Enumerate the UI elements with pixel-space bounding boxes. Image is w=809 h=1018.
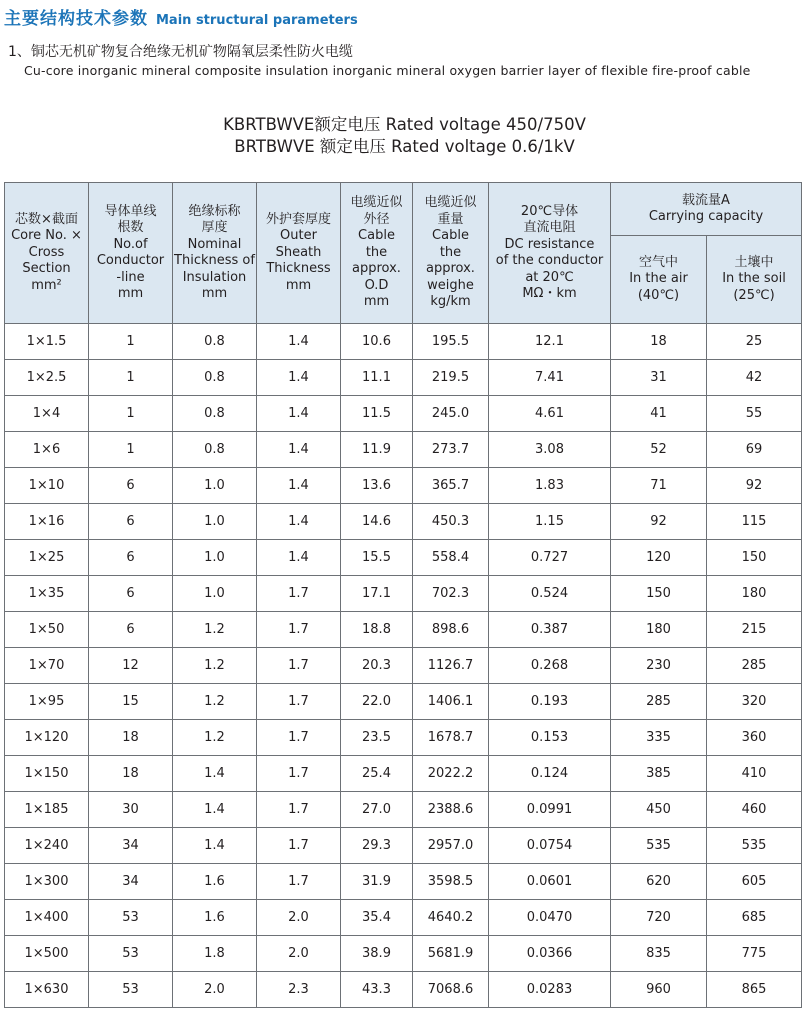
cell-outer-diameter: 22.0	[341, 684, 413, 720]
header-line: 导体单线	[104, 203, 157, 219]
cell-dc-resistance: 0.727	[489, 540, 611, 576]
cell-dc-resistance: 0.0366	[489, 936, 611, 972]
cell-outer-diameter: 25.4	[341, 756, 413, 792]
voltage-line-1: KBRTBWVE额定电压 Rated voltage 450/750V	[223, 115, 586, 134]
cell-capacity-air: 41	[611, 396, 707, 432]
cell-weight: 898.6	[413, 612, 489, 648]
cell-conductor-count: 1	[89, 432, 173, 468]
table-body	[5, 324, 802, 1008]
cell-sheath-thickness: 1.7	[257, 684, 341, 720]
header-line: the	[365, 244, 388, 260]
cell-capacity-soil: 115	[707, 504, 802, 540]
cell-sheath-thickness: 1.7	[257, 828, 341, 864]
cell-conductor-count: 6	[89, 504, 173, 540]
header-line: Core No. ×	[11, 228, 82, 244]
cell-sheath-thickness: 1.7	[257, 576, 341, 612]
cell-insulation-thickness: 2.0	[173, 972, 257, 1008]
cell-dc-resistance: 0.124	[489, 756, 611, 792]
header-line: approx.	[426, 261, 475, 277]
cell-capacity-air: 450	[611, 792, 707, 828]
cell-weight: 219.5	[413, 360, 489, 396]
header-line: 外径	[363, 211, 390, 227]
cell-capacity-soil: 25	[707, 324, 802, 360]
header-line: 根数	[117, 220, 144, 235]
cell-conductor-count: 18	[89, 756, 173, 792]
cell-insulation-thickness: 1.0	[173, 468, 257, 504]
cell-capacity-air: 120	[611, 540, 707, 576]
voltage-line-2: BRTBWVE 额定电压 Rated voltage 0.6/1kV	[234, 137, 575, 156]
cell-outer-diameter: 31.9	[341, 864, 413, 900]
cell-conductor-count: 18	[89, 720, 173, 756]
cell-weight: 2957.0	[413, 828, 489, 864]
cell-capacity-soil: 775	[707, 936, 802, 972]
cell-conductor-count: 6	[89, 576, 173, 612]
header-line: mm	[201, 286, 228, 301]
cell-sheath-thickness: 1.4	[257, 504, 341, 540]
table-row	[5, 828, 802, 864]
header-in-air	[611, 236, 707, 324]
table-row	[5, 540, 802, 576]
cell-capacity-air: 385	[611, 756, 707, 792]
cell-dc-resistance: 0.0754	[489, 828, 611, 864]
heading-en: Main structural parameters	[156, 13, 358, 28]
cell-capacity-soil: 865	[707, 972, 802, 1008]
table-header	[5, 183, 802, 324]
cell-dc-resistance: 1.15	[489, 504, 611, 540]
cell-capacity-soil: 215	[707, 612, 802, 648]
cell-sheath-thickness: 1.7	[257, 720, 341, 756]
cell-core-section: 1×1.5	[5, 324, 89, 360]
cell-core-section: 1×2.5	[5, 360, 89, 396]
cell-outer-diameter: 43.3	[341, 972, 413, 1008]
cell-dc-resistance: 7.41	[489, 360, 611, 396]
cell-capacity-soil: 180	[707, 576, 802, 612]
header-line: MΩ・km	[522, 286, 577, 301]
cell-insulation-thickness: 1.0	[173, 504, 257, 540]
table-row	[5, 432, 802, 468]
heading-cn: 主要结构技术参数	[4, 9, 148, 29]
header-line: 芯数×截面	[15, 211, 78, 227]
cell-weight: 702.3	[413, 576, 489, 612]
header-line: approx.	[352, 261, 401, 277]
cell-outer-diameter: 10.6	[341, 324, 413, 360]
cell-insulation-thickness: 1.0	[173, 576, 257, 612]
header-line: Thickness	[266, 261, 331, 277]
cell-conductor-count: 30	[89, 792, 173, 828]
cell-weight: 1126.7	[413, 648, 489, 684]
cell-sheath-thickness: 1.7	[257, 648, 341, 684]
header-line: Cable	[358, 228, 395, 244]
table-row	[5, 792, 802, 828]
cell-outer-diameter: 17.1	[341, 576, 413, 612]
header-line: Nominal	[187, 236, 242, 252]
header-line: Thickness of	[174, 253, 255, 268]
header-line: kg/km	[430, 294, 471, 310]
cell-conductor-count: 6	[89, 612, 173, 648]
header-core-section	[5, 183, 89, 324]
cell-dc-resistance: 4.61	[489, 396, 611, 432]
cell-capacity-air: 960	[611, 972, 707, 1008]
cell-weight: 1406.1	[413, 684, 489, 720]
header-line: DC resistance	[504, 236, 595, 252]
header-in-soil	[707, 236, 802, 324]
cell-sheath-thickness: 1.7	[257, 756, 341, 792]
cell-dc-resistance: 0.0283	[489, 972, 611, 1008]
cell-capacity-air: 150	[611, 576, 707, 612]
cell-capacity-air: 52	[611, 432, 707, 468]
cell-insulation-thickness: 1.4	[173, 828, 257, 864]
cell-insulation-thickness: 1.4	[173, 792, 257, 828]
cell-core-section: 1×185	[5, 792, 89, 828]
cell-outer-diameter: 29.3	[341, 828, 413, 864]
cell-capacity-air: 535	[611, 828, 707, 864]
cell-core-section: 1×70	[5, 648, 89, 684]
cell-dc-resistance: 0.524	[489, 576, 611, 612]
cell-capacity-air: 620	[611, 864, 707, 900]
cell-sheath-thickness: 2.0	[257, 936, 341, 972]
table-row	[5, 684, 802, 720]
cell-insulation-thickness: 0.8	[173, 324, 257, 360]
cell-insulation-thickness: 1.6	[173, 900, 257, 936]
cell-sheath-thickness: 1.7	[257, 612, 341, 648]
cell-dc-resistance: 0.268	[489, 648, 611, 684]
cell-capacity-air: 71	[611, 468, 707, 504]
header-line: 外护套厚度	[265, 211, 331, 227]
cell-outer-diameter: 13.6	[341, 468, 413, 504]
cell-capacity-air: 92	[611, 504, 707, 540]
cell-conductor-count: 53	[89, 936, 173, 972]
table-row	[5, 576, 802, 612]
table-row	[5, 900, 802, 936]
cable-name-cn: 1、铜芯无机矿物复合绝缘无机矿物隔氧层柔性防火电缆	[8, 44, 353, 60]
cell-dc-resistance: 0.153	[489, 720, 611, 756]
header-line: at 20℃	[525, 269, 574, 285]
cell-capacity-soil: 42	[707, 360, 802, 396]
cell-core-section: 1×630	[5, 972, 89, 1008]
cell-conductor-count: 1	[89, 324, 173, 360]
cell-capacity-soil: 410	[707, 756, 802, 792]
cell-dc-resistance: 0.0991	[489, 792, 611, 828]
header-line: mm	[117, 286, 144, 301]
cell-insulation-thickness: 1.2	[173, 684, 257, 720]
cell-capacity-soil: 92	[707, 468, 802, 504]
cell-capacity-soil: 605	[707, 864, 802, 900]
table-row	[5, 972, 802, 1008]
cell-capacity-soil: 535	[707, 828, 802, 864]
cell-outer-diameter: 18.8	[341, 612, 413, 648]
header-line: In the soil	[722, 271, 786, 287]
parameters-table	[4, 182, 802, 1008]
cell-conductor-count: 6	[89, 540, 173, 576]
cell-outer-diameter: 38.9	[341, 936, 413, 972]
header-line: In the air	[629, 271, 688, 287]
header-line: (25℃)	[733, 287, 775, 303]
cell-capacity-soil: 285	[707, 648, 802, 684]
table-row	[5, 468, 802, 504]
cell-insulation-thickness: 1.2	[173, 648, 257, 684]
cell-capacity-air: 335	[611, 720, 707, 756]
cell-insulation-thickness: 1.8	[173, 936, 257, 972]
cell-weight: 4640.2	[413, 900, 489, 936]
cell-capacity-air: 180	[611, 612, 707, 648]
header-line: of the conductor	[495, 253, 604, 268]
cell-sheath-thickness: 1.7	[257, 864, 341, 900]
header-line: Section	[22, 261, 71, 277]
cell-core-section: 1×400	[5, 900, 89, 936]
header-outer-diameter	[341, 183, 413, 324]
header-line: 载流量A	[682, 192, 730, 208]
cell-conductor-count: 12	[89, 648, 173, 684]
header-line: 重量	[437, 211, 464, 227]
cell-dc-resistance: 12.1	[489, 324, 611, 360]
cell-outer-diameter: 11.1	[341, 360, 413, 396]
cell-insulation-thickness: 1.2	[173, 612, 257, 648]
table-row	[5, 504, 802, 540]
cell-core-section: 1×120	[5, 720, 89, 756]
header-line: 电缆近似	[424, 195, 477, 211]
cell-sheath-thickness: 1.4	[257, 360, 341, 396]
table-row	[5, 756, 802, 792]
cell-core-section: 1×50	[5, 612, 89, 648]
cell-weight: 365.7	[413, 468, 489, 504]
cell-dc-resistance: 0.0601	[489, 864, 611, 900]
cell-sheath-thickness: 2.0	[257, 900, 341, 936]
cell-capacity-soil: 685	[707, 900, 802, 936]
cell-sheath-thickness: 1.4	[257, 540, 341, 576]
cell-capacity-air: 835	[611, 936, 707, 972]
header-insulation-thickness	[173, 183, 257, 324]
cell-outer-diameter: 15.5	[341, 540, 413, 576]
cell-conductor-count: 1	[89, 360, 173, 396]
cell-core-section: 1×10	[5, 468, 89, 504]
header-line: 直流电阻	[523, 220, 576, 235]
cell-insulation-thickness: 1.2	[173, 720, 257, 756]
header-conductor-count	[89, 183, 173, 324]
header-line: No.of	[113, 236, 148, 252]
cell-capacity-air: 230	[611, 648, 707, 684]
cell-conductor-count: 15	[89, 684, 173, 720]
cell-capacity-air: 285	[611, 684, 707, 720]
cell-capacity-soil: 360	[707, 720, 802, 756]
cell-insulation-thickness: 0.8	[173, 360, 257, 396]
header-line: Conductor	[96, 253, 165, 268]
cell-dc-resistance: 3.08	[489, 432, 611, 468]
header-line: mm	[285, 277, 312, 293]
header-line: Outer	[280, 228, 317, 244]
header-line: 空气中	[638, 254, 678, 270]
table-row	[5, 648, 802, 684]
cell-sheath-thickness: 1.4	[257, 432, 341, 468]
header-line: Insulation	[182, 269, 247, 285]
cell-core-section: 1×6	[5, 432, 89, 468]
header-line: 土壤中	[734, 254, 774, 270]
cell-insulation-thickness: 1.4	[173, 756, 257, 792]
cell-core-section: 1×240	[5, 828, 89, 864]
cell-outer-diameter: 35.4	[341, 900, 413, 936]
cell-core-section: 1×16	[5, 504, 89, 540]
cell-weight: 245.0	[413, 396, 489, 432]
cell-insulation-thickness: 0.8	[173, 432, 257, 468]
cell-capacity-soil: 320	[707, 684, 802, 720]
table-row	[5, 360, 802, 396]
cell-conductor-count: 6	[89, 468, 173, 504]
header-weight	[413, 183, 489, 324]
header-line: mm²	[31, 277, 62, 293]
header-sheath-thickness	[257, 183, 341, 324]
cell-capacity-soil: 55	[707, 396, 802, 432]
cell-core-section: 1×150	[5, 756, 89, 792]
table-row	[5, 864, 802, 900]
section-heading	[4, 4, 358, 29]
cell-core-section: 1×500	[5, 936, 89, 972]
header-line: weighe	[427, 277, 474, 293]
cell-weight: 273.7	[413, 432, 489, 468]
header-line: Cable	[432, 228, 469, 244]
header-line: 电缆近似	[350, 195, 403, 211]
cell-insulation-thickness: 0.8	[173, 396, 257, 432]
header-line: (40℃)	[637, 287, 680, 303]
table-row	[5, 396, 802, 432]
cell-dc-resistance: 0.387	[489, 612, 611, 648]
cell-weight: 2388.6	[413, 792, 489, 828]
table-row	[5, 720, 802, 756]
cell-insulation-thickness: 1.6	[173, 864, 257, 900]
header-line: Sheath	[275, 244, 322, 260]
cell-core-section: 1×95	[5, 684, 89, 720]
header-line: Carrying capacity	[648, 209, 764, 224]
table-row	[5, 936, 802, 972]
cell-capacity-air: 18	[611, 324, 707, 360]
cable-name-en: Cu-core inorganic mineral composite insulation inorganic mineral oxygen barrier layer of flexible fire-proof cable	[24, 63, 751, 78]
header-line: 20℃导体	[520, 203, 579, 219]
cell-outer-diameter: 23.5	[341, 720, 413, 756]
cell-core-section: 1×4	[5, 396, 89, 432]
cell-conductor-count: 53	[89, 900, 173, 936]
cell-sheath-thickness: 2.3	[257, 972, 341, 1008]
table-row	[5, 612, 802, 648]
cell-weight: 7068.6	[413, 972, 489, 1008]
cell-weight: 2022.2	[413, 756, 489, 792]
cell-conductor-count: 53	[89, 972, 173, 1008]
cell-capacity-air: 31	[611, 360, 707, 396]
cell-outer-diameter: 20.3	[341, 648, 413, 684]
cell-sheath-thickness: 1.7	[257, 792, 341, 828]
cell-outer-diameter: 11.9	[341, 432, 413, 468]
cell-weight: 195.5	[413, 324, 489, 360]
cell-conductor-count: 34	[89, 828, 173, 864]
cell-weight: 558.4	[413, 540, 489, 576]
cell-weight: 1678.7	[413, 720, 489, 756]
cell-sheath-thickness: 1.4	[257, 468, 341, 504]
header-line: 厚度	[201, 220, 228, 235]
cell-weight: 450.3	[413, 504, 489, 540]
cell-conductor-count: 1	[89, 396, 173, 432]
header-carrying-capacity	[611, 183, 802, 236]
cell-dc-resistance: 0.193	[489, 684, 611, 720]
cell-weight: 5681.9	[413, 936, 489, 972]
cell-sheath-thickness: 1.4	[257, 324, 341, 360]
cell-core-section: 1×300	[5, 864, 89, 900]
cell-conductor-count: 34	[89, 864, 173, 900]
cell-capacity-soil: 69	[707, 432, 802, 468]
cell-core-section: 1×25	[5, 540, 89, 576]
header-line: O.D	[364, 277, 389, 293]
table-row	[5, 324, 802, 360]
cell-outer-diameter: 14.6	[341, 504, 413, 540]
cell-dc-resistance: 1.83	[489, 468, 611, 504]
header-line: Cross	[28, 244, 65, 260]
cell-sheath-thickness: 1.4	[257, 396, 341, 432]
header-line: 绝缘标称	[188, 203, 241, 219]
header-line: -line	[116, 269, 145, 285]
cell-capacity-air: 720	[611, 900, 707, 936]
cell-outer-diameter: 27.0	[341, 792, 413, 828]
cell-core-section: 1×35	[5, 576, 89, 612]
cell-capacity-soil: 150	[707, 540, 802, 576]
cell-insulation-thickness: 1.0	[173, 540, 257, 576]
cell-capacity-soil: 460	[707, 792, 802, 828]
header-dc-resistance	[489, 183, 611, 324]
cell-weight: 3598.5	[413, 864, 489, 900]
header-line: mm	[363, 294, 390, 310]
header-line: the	[439, 244, 462, 260]
cell-dc-resistance: 0.0470	[489, 900, 611, 936]
cell-outer-diameter: 11.5	[341, 396, 413, 432]
